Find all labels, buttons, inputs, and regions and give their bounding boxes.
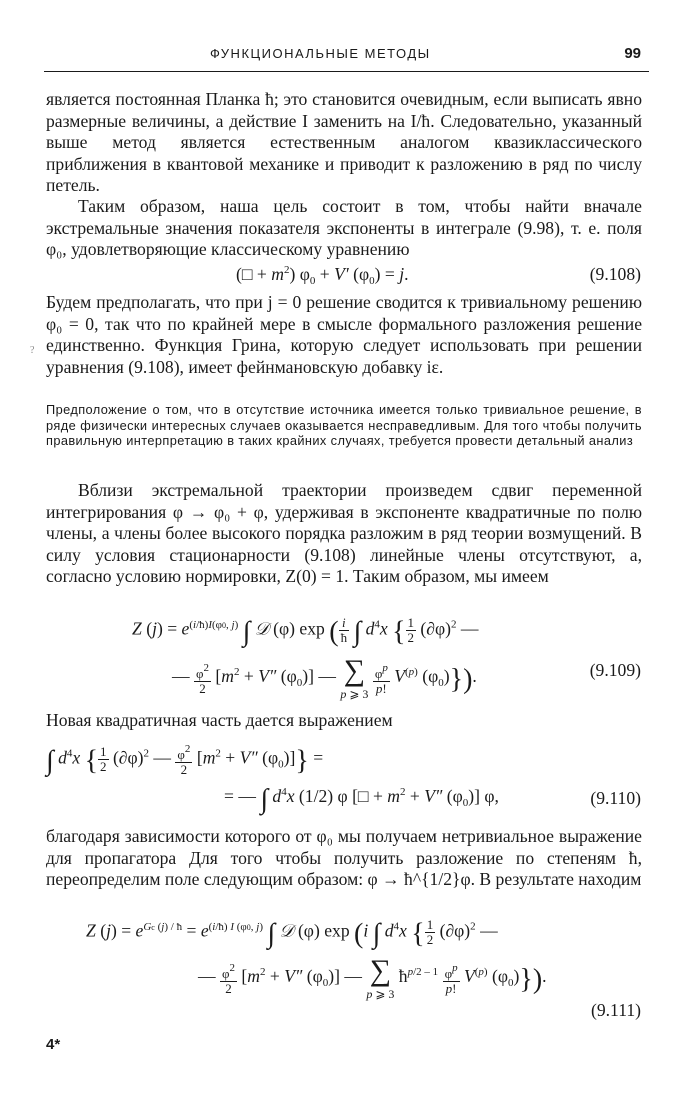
equation-9-110-label: (9.110): [590, 788, 641, 808]
equation-9-111-label: (9.111): [591, 1000, 641, 1020]
paragraph-5: Новая квадратичная часть дается выражением: [46, 710, 393, 730]
signature-mark: 4*: [46, 1036, 61, 1053]
paragraph-6: благодаря зависимости которого от φ₀ мы получаем нетривиальное выражение для пропагатора Для того чтобы получить разложение по степеням ħ, переопределим поле следующим образом: φ → ħ^{1/2}φ. В результате находим: [46, 826, 642, 889]
equation-9-109-line-1: Z $(j) = e^{(i/ħ)I(\varphi 0, j)}$ ∫ 𝒟 (φ) exp ( $\frac{i}{ħ}$ ∫ $d^4x$ { $\frac{1}{2}$ $(\partial\varphi)^2$ —: [132, 615, 479, 648]
equation-9-108: (□ + $m^2$) $\varphi_0 + V'$ $(\varphi_0) = j$.: [236, 264, 409, 287]
equation-9-110-line-1: ∫ $d^4x$ { $\frac{1}{2}$ $(\partial\varphi)^2$ — $\frac{\varphi^2}{2}$ [$m^2 + V''$ $(\varphi_0)$]} =: [46, 743, 324, 777]
equation-9-110-line-2: = — ∫ $d^4x$ (1/2) φ [□ + $m^2 + V''$ $(\varphi_0)$] φ,: [224, 784, 499, 815]
header-rule: [44, 71, 649, 72]
footnote: Предположение о том, что в отсутствие источника имеется только тривиальное решение, в ряде физически интересных случаев оказывается несправедливым. Для того чтобы получить правильную интерпретацию в таких крайних случаях, требуется провести детальный анализ: [46, 402, 642, 449]
paragraph-2: Таким образом, наша цель состоит в том, чтобы найти вначале экстремальные значения показателя экспоненты в интеграле (9.98), т. е. поля φ₀, удовлетворяющие классическому уравнению: [46, 196, 642, 259]
equation-9-109-label: (9.109): [589, 660, 641, 680]
equation-9-111-line-2: — $\frac{\varphi^2}{2}$ [$m^2 + V''$ $(\varphi_0)$] — ∑ p ⩾ 3 $ħ^{p/2 - 1}$ $\frac{\varphi^p}{p!}$ $V^{(p)}$ $(\varphi_0)$}).: [198, 954, 547, 1001]
equation-9-111-line-1: Z $(j) = e^{Gc (j) / ħ} = e^{(i/ħ) I (\varphi 0, j)}$ ∫ 𝒟 (φ) exp (i ∫ $d^4x$ { $\frac{1}{2}$ $(\partial\varphi)^2$ —: [86, 917, 498, 950]
paragraph-3: Будем предполагать, что при j = 0 решение сводится к тривиальному решению φ₀ = 0, так что по крайней мере в смысле формального разложения решение единственно. Функция Грина, которую следует использовать при решении уравнения (9.108), имеет фейнмановскую добавку iε.: [46, 292, 642, 377]
margin-mark: ?: [30, 345, 35, 356]
equation-9-108-label: (9.108): [589, 264, 641, 284]
running-title: ФУНКЦИОНАЛЬНЫЕ МЕТОДЫ: [210, 46, 431, 61]
paragraph-1: является постоянная Планка ħ; это становится очевидным, если выписать явно размерные величины, а действие I заменить на I/ħ. Следовательно, указанный выше метод является естественным аналогом квазиклассического приближения в квантовой механике и приводит к разложению в ряд по числу петель.: [46, 89, 642, 195]
page-number: 99: [624, 45, 641, 62]
equation-9-109-line-2: — $\frac{\varphi^2}{2}$ [$m^2 + V''$ $(\varphi_0)$] — ∑ p ⩾ 3 $\frac{\varphi^p}{p!}$ $V^{(p)}$ $(\varphi_0)$}).: [172, 654, 477, 701]
paragraph-4: Вблизи экстремальной траектории произведем сдвиг переменной интегрирования φ → φ₀ + φ, удерживая в экспоненте квадратичные по полю члены, а члены более высокого порядка разложим в ряд теории возмущений. В силу условия стационарности (9.108) линейные члены отсутствуют, а, согласно условию нормировки, Z(0) = 1. Таким образом, мы имеем: [46, 480, 642, 586]
